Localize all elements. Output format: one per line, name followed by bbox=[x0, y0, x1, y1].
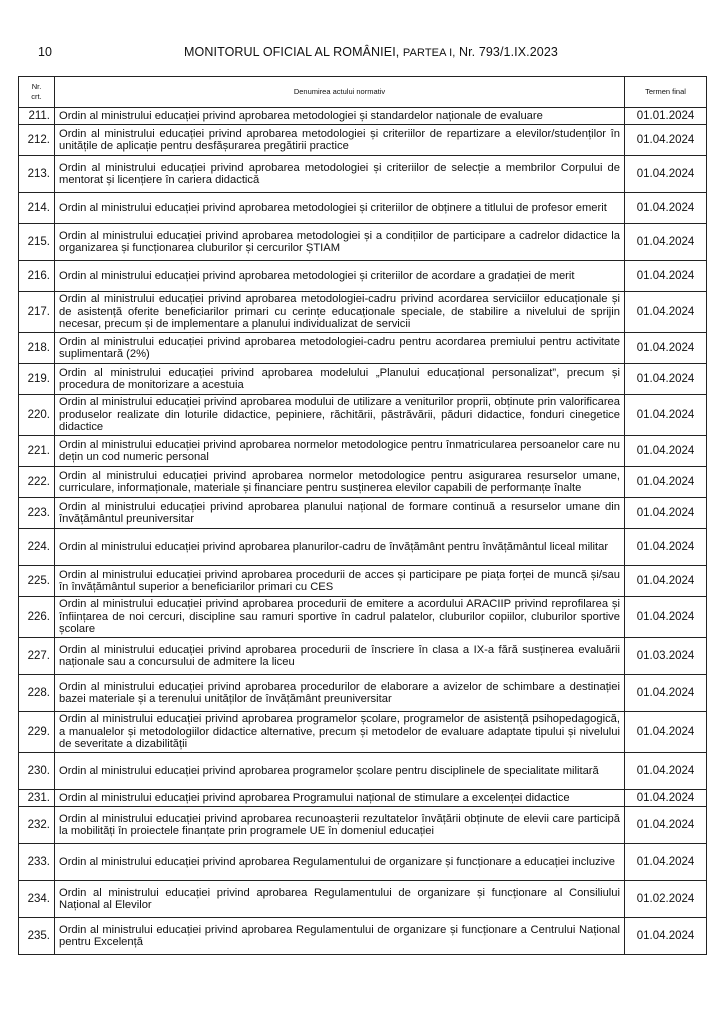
publication-title bbox=[36, 45, 706, 59]
row-number: 213. bbox=[19, 156, 55, 193]
table-row bbox=[19, 395, 707, 436]
table-row bbox=[19, 224, 707, 261]
deadline: 01.04.2024 bbox=[625, 712, 707, 753]
row-number: 215. bbox=[19, 224, 55, 261]
row-number: 223. bbox=[19, 498, 55, 529]
row-number: 221. bbox=[19, 436, 55, 467]
table-row bbox=[19, 790, 707, 807]
deadline: 01.04.2024 bbox=[625, 844, 707, 881]
act-name: Ordin al ministrului educației privind aprobarea planului național de formare continuă a resurselor umane din învățământul preuniversitar bbox=[55, 498, 625, 529]
table-row bbox=[19, 753, 707, 790]
row-number: 232. bbox=[19, 807, 55, 844]
row-number: 222. bbox=[19, 467, 55, 498]
act-name: Ordin al ministrului educației privind aprobarea normelor metodologice pentru asigurarea resurselor umane, curriculare, informaționale, materiale și financiare pentru susținerea elevilor capabili de performanțe înalte bbox=[55, 467, 625, 498]
act-name: Ordin al ministrului educației privind aprobarea procedurii de acces și participare pe piața forței de muncă și/sau în învățământul superior a beneficiarilor primari cu CES bbox=[55, 566, 625, 597]
act-name: Ordin al ministrului educației privind aprobarea Regulamentului de organizare și funcționare a educației incluzive bbox=[55, 844, 625, 881]
deadline: 01.04.2024 bbox=[625, 498, 707, 529]
row-number: 226. bbox=[19, 597, 55, 638]
table-row bbox=[19, 844, 707, 881]
deadline: 01.03.2024 bbox=[625, 638, 707, 675]
act-name: Ordin al ministrului educației privind aprobarea metodologiei și criteriilor de selecție a membrilor Corpului de mentorat și licențiere în cariera didactică bbox=[55, 156, 625, 193]
act-name: Ordin al ministrului educației privind aprobarea metodologiei și standardelor naționale de evaluare bbox=[55, 108, 625, 125]
table-row bbox=[19, 193, 707, 224]
act-name: Ordin al ministrului educației privind aprobarea planurilor-cadru de învățământ pentru învățământul liceal militar bbox=[55, 529, 625, 566]
act-name: Ordin al ministrului educației privind aprobarea Regulamentului de organizare și funcționare al Consiliului Național al Elevilor bbox=[55, 881, 625, 918]
row-number: 214. bbox=[19, 193, 55, 224]
table-row bbox=[19, 333, 707, 364]
publication-part: PARTEA I, bbox=[402, 47, 456, 59]
act-name: Ordin al ministrului educației privind aprobarea procedurilor de elaborare a avizelor de schimbare a destinației bazei materiale și a terenului unităților de învățământ preuniversitar bbox=[55, 675, 625, 712]
deadline: 01.04.2024 bbox=[625, 364, 707, 395]
deadline: 01.04.2024 bbox=[625, 918, 707, 955]
act-name: Ordin al ministrului educației privind aprobarea modului de utilizare a veniturilor proprii, obținute prin valorificarea produselor realizate din loturile didactice, pepiniere, răchitării, păstrăvării, păduri didactice, fonduri cinegetice didactice bbox=[55, 395, 625, 436]
row-number: 234. bbox=[19, 881, 55, 918]
table-row bbox=[19, 638, 707, 675]
row-number: 227. bbox=[19, 638, 55, 675]
deadline: 01.04.2024 bbox=[625, 125, 707, 156]
row-number: 212. bbox=[19, 125, 55, 156]
deadline: 01.01.2024 bbox=[625, 108, 707, 125]
deadline: 01.02.2024 bbox=[625, 881, 707, 918]
deadline: 01.04.2024 bbox=[625, 395, 707, 436]
act-name: Ordin al ministrului educației privind aprobarea Regulamentului de organizare și funcționare a Centrului Național pentru Excelență bbox=[55, 918, 625, 955]
table-row bbox=[19, 597, 707, 638]
act-name: Ordin al ministrului educației privind aprobarea programelor școlare, programelor de asistență psihopedagogică, a manualelor și metodologiilor didactice alternative, precum și metodelor de evaluare adaptate tipului și nivelului de severitate a dizabilității bbox=[55, 712, 625, 753]
row-number: 224. bbox=[19, 529, 55, 566]
deadline: 01.04.2024 bbox=[625, 675, 707, 712]
table-row bbox=[19, 675, 707, 712]
deadline: 01.04.2024 bbox=[625, 156, 707, 193]
deadline: 01.04.2024 bbox=[625, 529, 707, 566]
column-header-term: Termen final bbox=[625, 77, 707, 108]
row-number: 219. bbox=[19, 364, 55, 395]
table-row bbox=[19, 498, 707, 529]
table-row bbox=[19, 108, 707, 125]
row-number: 235. bbox=[19, 918, 55, 955]
row-number: 216. bbox=[19, 261, 55, 292]
row-number: 218. bbox=[19, 333, 55, 364]
act-name: Ordin al ministrului educației privind aprobarea metodologiei-cadru pentru acordarea premiului pentru activitate suplimentară (2%) bbox=[55, 333, 625, 364]
row-number: 230. bbox=[19, 753, 55, 790]
table-row bbox=[19, 156, 707, 193]
table-row bbox=[19, 529, 707, 566]
act-name: Ordin al ministrului educației privind aprobarea metodologiei și a condițiilor de participare a cadrelor didactice la organizarea și funcționarea cluburilor și cercurilor ȘTIAM bbox=[55, 224, 625, 261]
act-name: Ordin al ministrului educației privind aprobarea procedurii de înscriere în clasa a IX-a fără susținerea evaluării naționale sau a concursului de admitere la liceu bbox=[55, 638, 625, 675]
table-row bbox=[19, 918, 707, 955]
table-row bbox=[19, 364, 707, 395]
table-row bbox=[19, 566, 707, 597]
deadline: 01.04.2024 bbox=[625, 333, 707, 364]
row-number: 220. bbox=[19, 395, 55, 436]
column-header-nr: Nr. crt. bbox=[19, 77, 55, 108]
act-name: Ordin al ministrului educației privind aprobarea metodologiei și criteriilor de repartizare a elevilor/studenților în unitățile de aplicație pentru desfășurarea pregătirii practice bbox=[55, 125, 625, 156]
act-name: Ordin al ministrului educației privind aprobarea metodologiei și criteriilor de acordare a gradației de merit bbox=[55, 261, 625, 292]
deadline: 01.04.2024 bbox=[625, 193, 707, 224]
deadline: 01.04.2024 bbox=[625, 224, 707, 261]
deadline: 01.04.2024 bbox=[625, 790, 707, 807]
table-row bbox=[19, 436, 707, 467]
deadline: 01.04.2024 bbox=[625, 436, 707, 467]
act-name: Ordin al ministrului educației privind aprobarea metodologiei-cadru privind acordarea serviciilor educaționale și de asistență oferite beneficiarilor primari cu cerințe educaționale speciale, de stabilire a nivelului de sprijin necesar, precum și de implementare a planului individualizat de servicii bbox=[55, 292, 625, 333]
row-number: 233. bbox=[19, 844, 55, 881]
table-row bbox=[19, 712, 707, 753]
table-row bbox=[19, 261, 707, 292]
column-header-name: Denumirea actului normativ bbox=[55, 77, 625, 108]
row-number: 231. bbox=[19, 790, 55, 807]
table-row bbox=[19, 467, 707, 498]
publication-main: MONITORUL OFICIAL AL ROMÂNIEI, bbox=[184, 45, 400, 59]
page-header bbox=[36, 45, 706, 61]
row-number: 225. bbox=[19, 566, 55, 597]
act-name: Ordin al ministrului educației privind aprobarea modelului „Planului educațional personalizat”, precum și procedura de monitorizare a acestuia bbox=[55, 364, 625, 395]
row-number: 228. bbox=[19, 675, 55, 712]
act-name: Ordin al ministrului educației privind aprobarea programelor școlare pentru disciplinele de specialitate militară bbox=[55, 753, 625, 790]
act-name: Ordin al ministrului educației privind aprobarea metodologiei și criteriilor de obținere a titlului de profesor emerit bbox=[55, 193, 625, 224]
act-name: Ordin al ministrului educației privind aprobarea Programului național de stimulare a excelenței didactice bbox=[55, 790, 625, 807]
table-row bbox=[19, 125, 707, 156]
deadline: 01.04.2024 bbox=[625, 597, 707, 638]
page-number: 10 bbox=[38, 45, 52, 59]
table-row bbox=[19, 807, 707, 844]
deadline: 01.04.2024 bbox=[625, 753, 707, 790]
deadline: 01.04.2024 bbox=[625, 261, 707, 292]
row-number: 217. bbox=[19, 292, 55, 333]
deadline: 01.04.2024 bbox=[625, 292, 707, 333]
act-name: Ordin al ministrului educației privind aprobarea recunoașterii rezultatelor învățării obținute de elevii care participă la mobilități în proiectele finanțate prin programele UE în domeniul educației bbox=[55, 807, 625, 844]
table-header-row bbox=[19, 77, 707, 108]
deadline: 01.04.2024 bbox=[625, 467, 707, 498]
table-row bbox=[19, 292, 707, 333]
row-number: 211. bbox=[19, 108, 55, 125]
row-number: 229. bbox=[19, 712, 55, 753]
table-row bbox=[19, 881, 707, 918]
deadline: 01.04.2024 bbox=[625, 807, 707, 844]
publication-issue: Nr. 793/1.IX.2023 bbox=[458, 45, 558, 59]
deadline: 01.04.2024 bbox=[625, 566, 707, 597]
act-name: Ordin al ministrului educației privind aprobarea normelor metodologice pentru înmatricularea persoanelor care nu dețin un cod numeric personal bbox=[55, 436, 625, 467]
act-name: Ordin al ministrului educației privind aprobarea procedurii de emitere a acordului ARACIIP privind reprofilarea și înființarea de noi cercuri, discipline sau ramuri sportive în cadrul palatelor, cluburilor copiilor, cluburilor sportive școlare bbox=[55, 597, 625, 638]
normative-acts-table bbox=[18, 76, 707, 955]
